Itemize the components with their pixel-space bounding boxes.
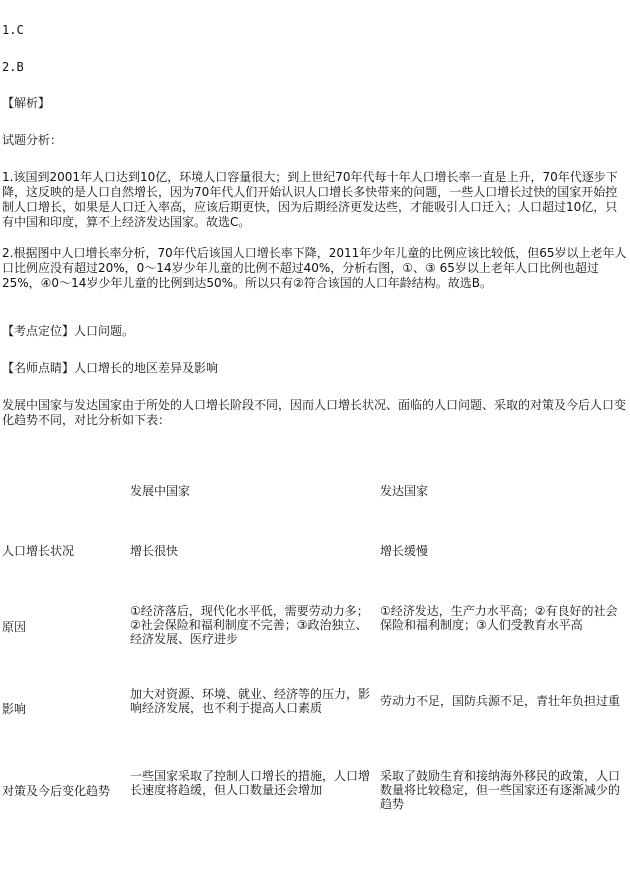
analysis-intro: 试题分析： [2, 133, 63, 147]
row-label-policy: 对策及今后变化趋势 [2, 784, 111, 798]
cell-developing-status: 增长很快 [130, 544, 179, 558]
header-developed: 发达国家 [380, 484, 429, 498]
cell-developed-policy: 采取了鼓励生育和接纳海外移民的政策，人口数量将比较稳定，但一些国家还有逐渐减少的趋势 [380, 769, 621, 811]
cell-developing-policy: 一些国家采取了控制人口增长的措施，人口增长速度将趋缓，但人口数量还会增加 [130, 769, 371, 797]
cell-developing-reason: ①经济落后，现代化水平低，需要劳动力多；②社会保险和福利制度不完善；③政治独立、经济发展、医疗进步 [130, 604, 369, 646]
header-developing: 发展中国家 [130, 484, 191, 498]
cell-developed-impact: 劳动力不足，国防兵源不足，青壮年负担过重 [380, 694, 621, 708]
mingshi-label: 【名师点睛】人口增长的地区差异及影响 [2, 361, 219, 375]
answer-1: 1.C [2, 23, 24, 37]
intro-paragraph: 发展中国家与发达国家由于所处的人口增长阶段不同，因而人口增长状况、面临的人口问题、采取的对策及今后人口变化趋势不同，对比分析如下表： [2, 398, 627, 427]
cell-developing-impact: 加大对资源、环境、就业、经济等的压力，影响经济发展，也不利于提高人口素质 [130, 687, 371, 715]
row-label-status: 人口增长状况 [2, 544, 75, 558]
row-label-reason: 原因 [2, 620, 27, 634]
question-2-analysis: 2.根据图中人口增长率分析，70年代后该国人口增长率下降，2011年少年儿童的比例应该比较低，但65岁以上老年人口比例应没有超过20%，0～14岁少年儿童的比例不超过40%，分析右图，①、③ 65岁以上老年人口比例也超过25%，④0～14岁少年儿童的比例到达50%。所以只有②符合该国的人口年龄结构。故选B。 [2, 246, 627, 290]
cell-developed-status: 增长缓慢 [380, 544, 429, 558]
answer-2: 2.B [2, 60, 24, 74]
kaodian-label: 【考点定位】人口问题。 [2, 324, 135, 338]
analysis-header: 【解析】 [2, 96, 51, 110]
question-1-analysis: 1.该国到2001年人口达到10亿，环境人口容量很大；到上世纪70年代每十年人口增长率一直是上升，70年代逐步下降，这反映的是人口自然增长，因为70年代人们开始认识人口增长多快带来的问题，一些人口增长过快的国家开始控制人口增长，如果是人口迁入率高，应该后期更快，因为后期经济更发达些，才能吸引人口迁入；人口超过10亿，只有中国和印度，算不上经济发达国家。故选C。 [2, 170, 618, 229]
cell-developed-reason: ①经济发达，生产力水平高；②有良好的社会保险和福利制度；③人们受教育水平高 [380, 604, 618, 632]
row-label-impact: 影响 [2, 702, 27, 716]
